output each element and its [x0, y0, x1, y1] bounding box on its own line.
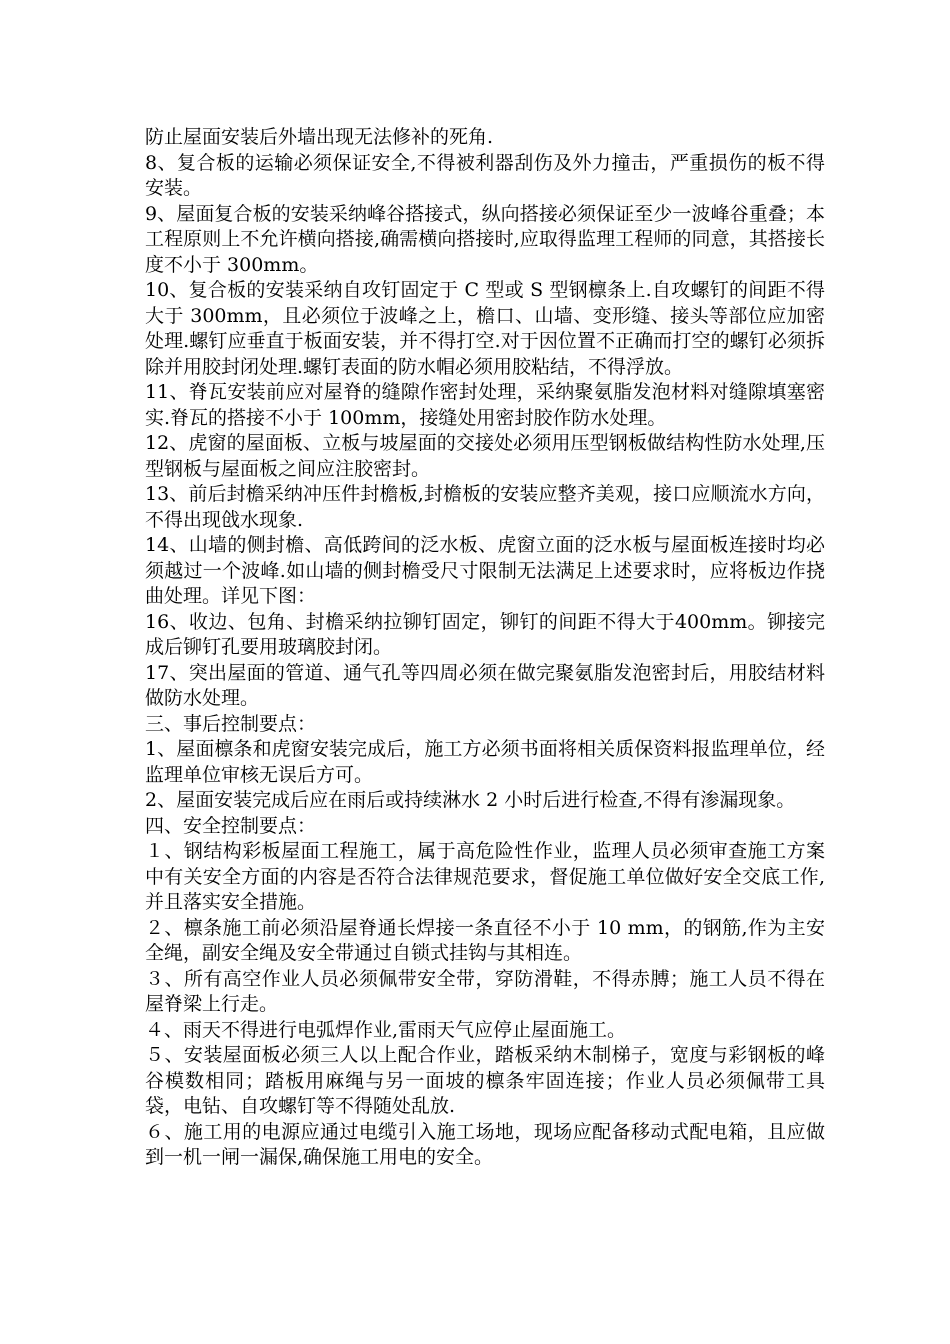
paragraph-safety-item-6: ６、施工用的电源应通过电缆引入施工场地，现场应配备移动式配电箱，且应做到一机一闸一漏保,确保施工用电的安全。	[145, 1120, 825, 1168]
paragraph-post-item-1: 1、屋面檩条和虎窗安装完成后，施工方必须书面将相关质保资料报监理单位，经监理单位审核无误后方可。	[145, 738, 825, 786]
paragraph-item-12: 12、虎窗的屋面板、立板与坡屋面的交接处必须用压型钢板做结构性防水处理,压型钢板与屋面板之间应注胶密封。	[145, 432, 825, 480]
paragraph-item-8: 8、复合板的运输必须保证安全,不得被利器刮伤及外力撞击，严重损伤的板不得安装。	[145, 151, 825, 199]
document-body	[145, 125, 825, 1171]
section-heading-post-control: 三、事后控制要点：	[145, 712, 317, 735]
paragraph-item-17: 17、突出屋面的管道、通气孔等四周必须在做完聚氨脂发泡密封后，用胶结材料做防水处理。	[145, 661, 825, 709]
paragraph-safety-item-1: １、钢结构彩板屋面工程施工，属于高危险性作业，监理人员必须审查施工方案中有关安全方面的内容是否符合法律规范要求，督促施工单位做好安全交底工作,并且落实安全措施。	[145, 840, 825, 913]
paragraph-item-10: 10、复合板的安装采纳自攻钉固定于 C 型或 S 型钢檩条上.自攻螺钉的间距不得大于 300mm，且必须位于波峰之上，檐口、山墙、变形缝、接头等部位应加密处理.螺钉应垂直于板面安装，并不得打空.对于因位置不正确而打空的螺钉必须拆除并用胶封闭处理.螺钉表面的防水帽必须用胶粘结，不得浮放。	[145, 279, 825, 378]
paragraph-safety-item-5: ５、安装屋面板必须三人以上配合作业，踏板采纳木制梯子，宽度与彩钢板的峰谷模数相同；踏板用麻绳与另一面坡的檩条牢固连接；作业人员必须佩带工具袋，电钻、自攻螺钉等不得随处乱放.	[145, 1044, 825, 1117]
paragraph-post-item-2: 2、屋面安装完成后应在雨后或持续淋水 2 小时后进行检查,不得有渗漏现象。	[145, 789, 796, 811]
section-heading-safety-control: 四、安全控制要点：	[145, 814, 317, 837]
paragraph-safety-item-2: ２、檩条施工前必须沿屋脊通长焊接一条直径不小于 10 mm，的钢筋,作为主安全绳，副安全绳及安全带通过自锁式挂钩与其相连。	[145, 916, 825, 964]
paragraph-intro-continuation: 防止屋面安装后外墙出现无法修补的死角.	[145, 126, 494, 148]
paragraph-item-16: 16、收边、包角、封檐采纳拉铆钉固定，铆钉的间距不得大于400mm。铆接完成后铆钉孔要用玻璃胶封闭。	[145, 610, 825, 658]
paragraph-item-11: 11、脊瓦安装前应对屋脊的缝隙作密封处理，采纳聚氨脂发泡材料对缝隙填塞密实.脊瓦的搭接不小于 100mm，接缝处用密封胶作防水处理。	[145, 381, 825, 429]
paragraph-safety-item-4: ４、雨天不得进行电弧焊作业,雷雨天气应停止屋面施工。	[145, 1018, 627, 1041]
paragraph-item-9: 9、屋面复合板的安装采纳峰谷搭接式，纵向搭接必须保证至少一波峰谷重叠；本工程原则上不允许横向搭接,确需横向搭接时,应取得监理工程师的同意，其搭接长度不小于 300mm。	[145, 202, 825, 276]
paragraph-safety-item-3: ３、所有高空作业人员必须佩带安全带，穿防滑鞋，不得赤膊；施工人员不得在屋脊梁上行走。	[145, 967, 825, 1015]
paragraph-item-13: 13、前后封檐采纳冲压件封檐板,封檐板的安装应整齐美观，接口应顺流水方向，不得出现戗水现象.	[145, 483, 825, 531]
paragraph-item-14: 14、山墙的侧封檐、高低跨间的泛水板、虎窗立面的泛水板与屋面板连接时均必须越过一个波峰.如山墙的侧封檐受尺寸限制无法满足上述要求时，应将板边作挠曲处理。详见下图：	[145, 534, 825, 607]
